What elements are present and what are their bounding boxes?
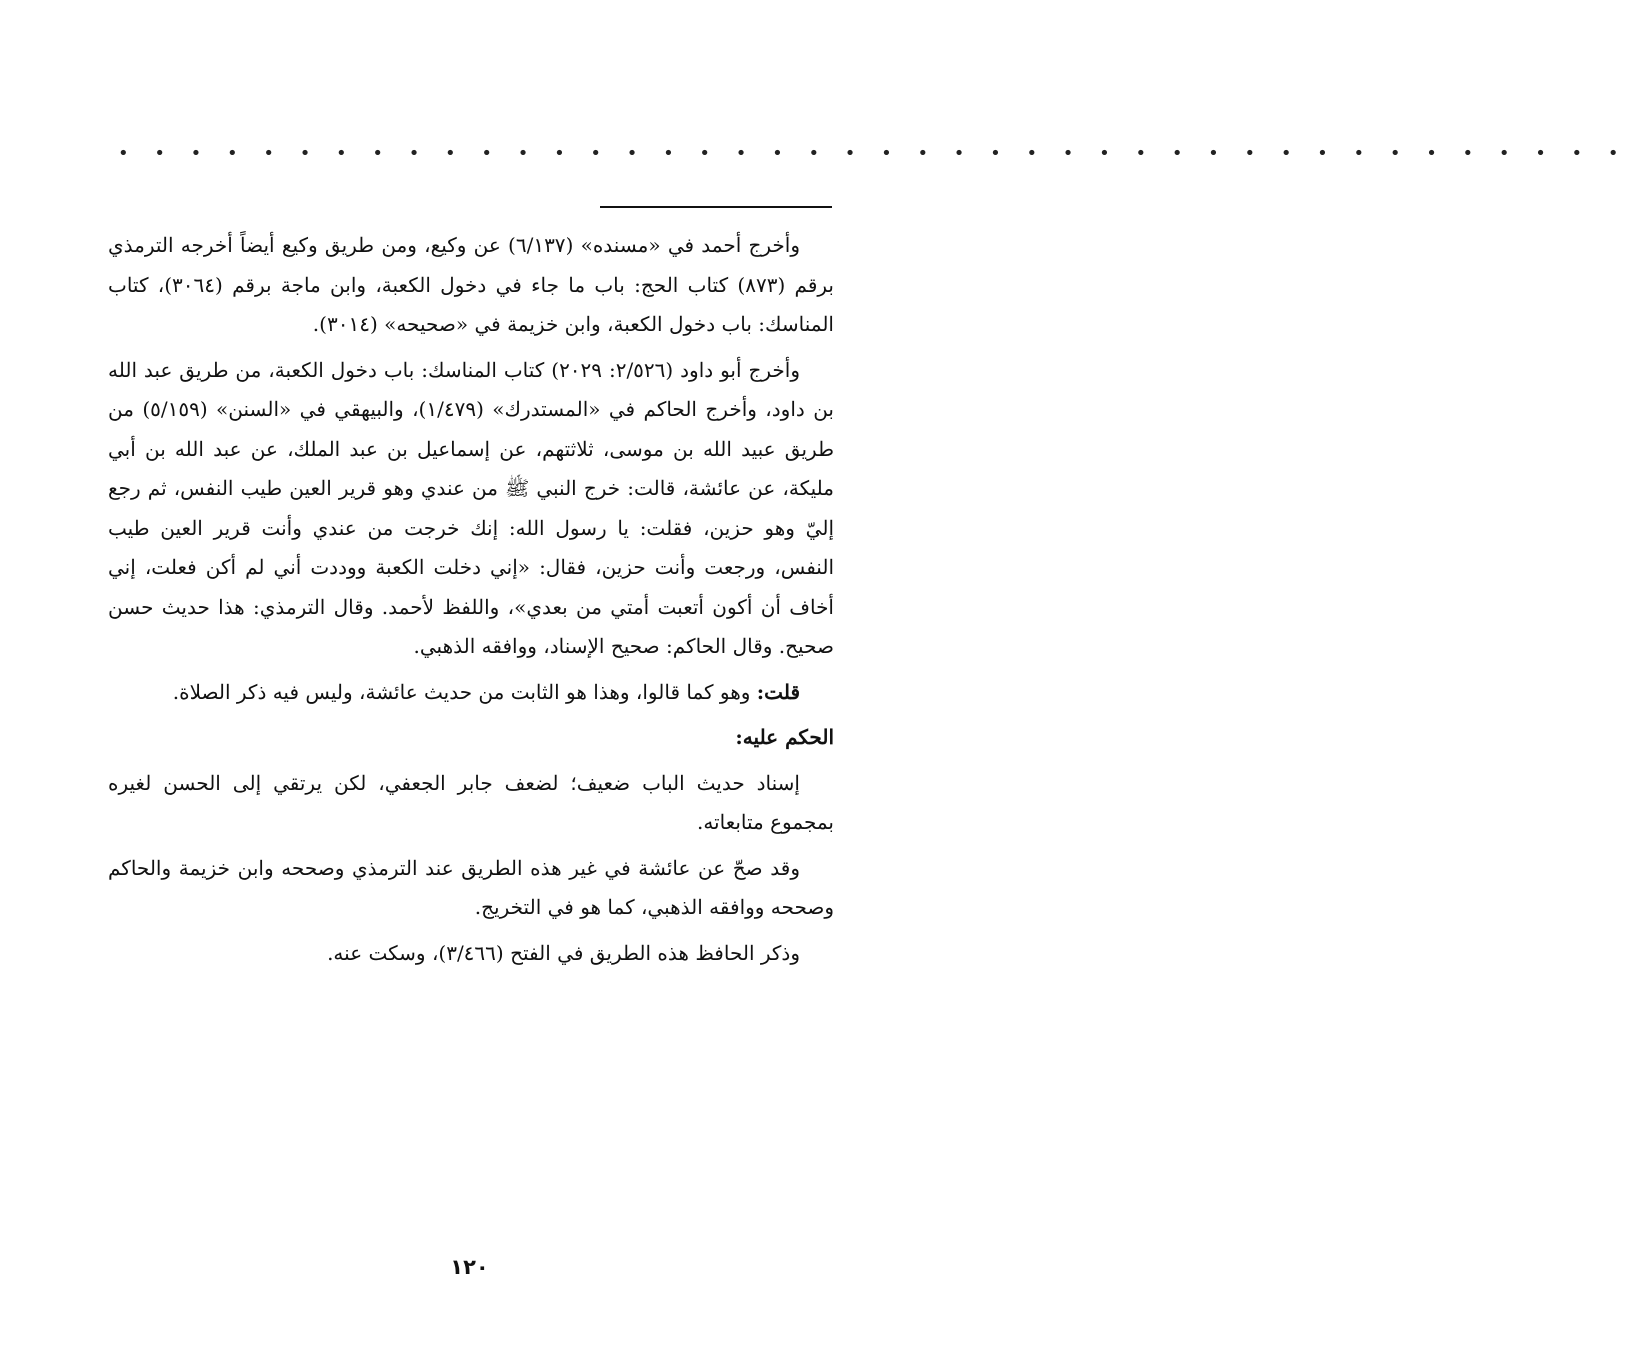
paragraph-text: وأخرج أبو داود (٢/٥٢٦: ٢٠٢٩) كتاب المناسك: باب دخول الكعبة، من طريق عبد الله بن داود، وأخرج الحاكم في «المستدرك» (١/٤٧٩)، والبيهقي في «السنن» (٥/١٥٩) من طريق عبيد الله بن موسى، ثلاثتهم، عن إسماعيل بن عبد الملك، عن عبد الله بن أبي مليكة، عن عائشة، قالت: خرج النبي ﷺ من عندي وهو قرير العين طيب النفس، ثم رجع إليّ وهو حزين، فقلت: يا رسول الله: إنك خرجت من عندي وأنت قرير العين طيب النفس، ورجعت وأنت حزين، فقال: «إني دخلت الكعبة ووددت أني لم أكن فعلت، إني أخاف أن أكون أتعبت أمتي من بعدي»، واللفظ لأحمد. وقال الترمذي: هذا حديث حسن صحيح. وقال الحاكم: صحيح الإسناد، ووافقه الذهبي. (108, 357, 834, 658)
dotted-separator: • • • • • • • • • • • • • • • • • • • • • • • • • • • • • • • • • • • • • • • • • • (118, 143, 1629, 164)
paragraph-ahmad (108, 226, 834, 345)
footnote-rule (600, 206, 832, 208)
paragraph-abu-dawud (108, 351, 834, 667)
ruling-heading: الحكم عليه: (735, 725, 834, 749)
main-text (108, 226, 834, 979)
paragraph-text: وقد صحّ عن عائشة في غير هذه الطريق عند الترمذي وصححه وابن خزيمة والحاكم وصححه ووافقه الذهبي، كما هو في التخريج. (108, 855, 834, 919)
ruling-paragraph (108, 764, 834, 843)
paragraph-text: وهو كما قالوا، وهذا هو الثابت من حديث عائشة، وليس فيه ذكر الصلاة. (172, 679, 757, 704)
paragraph-comment (108, 673, 834, 713)
paragraph-lead: قلت: (756, 679, 800, 704)
ruling-paragraph (108, 934, 834, 974)
paragraph-text: إسناد حديث الباب ضعيف؛ لضعف جابر الجعفي، لكن يرتقي إلى الحسن لغيره بمجموع متابعاته. (108, 770, 834, 834)
paragraph-text: وأخرج أحمد في «مسنده» (٦/١٣٧) عن وكيع، ومن طريق وكيع أيضاً أخرجه الترمذي برقم (٨٧٣) كتاب الحج: باب ما جاء في دخول الكعبة، وابن ماجة برقم (٣٠٦٤)، كتاب المناسك: باب دخول الكعبة، وابن خزيمة في «صحيحه» (٣٠١٤). (108, 233, 835, 336)
ruling-paragraph (108, 849, 834, 928)
paragraph-text: وذكر الحافظ هذه الطريق في الفتح (٣/٤٦٦)، وسكت عنه. (327, 940, 800, 965)
page-number: ١٢٠ (450, 1255, 489, 1279)
